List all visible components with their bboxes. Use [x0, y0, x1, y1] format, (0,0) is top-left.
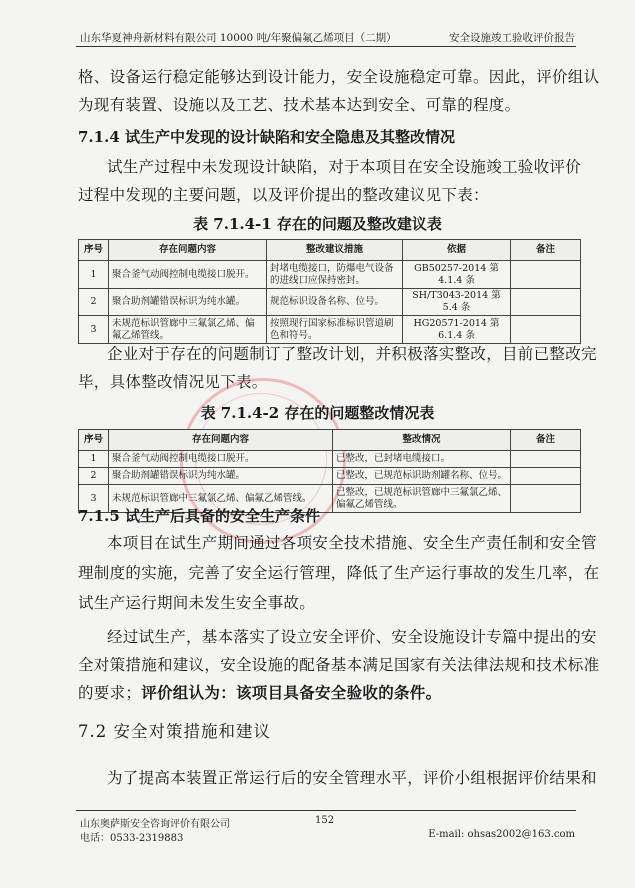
table2-header-cell: 整改情况 [333, 430, 511, 451]
table-cell: 2 [79, 468, 109, 485]
table1-header-cell: 存在问题内容 [109, 240, 267, 261]
table-cell [511, 261, 581, 289]
conclusion-prefix: 的要求； [78, 684, 142, 702]
intro-line-1: 格、设备运行稳定能够达到设计能力，安全设施稳定可靠。因此，评价组认 [78, 68, 600, 86]
section-714-line-1: 试生产过程中未发现设计缺陷，对于本项目在安全设施竣工验收评价 [107, 158, 582, 176]
middle-line-1: 企业对于存在的问题制订了整改计划，并积极落实整改，目前已整改完 [107, 345, 597, 363]
table-cell: 已整改，已规范标识助剂罐名称、位号。 [333, 468, 511, 485]
section-715-heading: 7.1.5 试生产后具备的安全生产条件 [78, 507, 320, 525]
footer-rule [76, 810, 576, 811]
section-714-heading: 7.1.4 试生产中发现的设计缺陷和安全隐患及其整改情况 [78, 128, 455, 146]
footer-email: E-mail: ohsas2002@163.com [428, 829, 575, 840]
table1-header-cell: 备注 [511, 240, 581, 261]
table1-header-cell: 序号 [79, 240, 109, 261]
table-row [79, 468, 581, 485]
header-rule [76, 46, 576, 47]
table-cell: 3 [79, 316, 109, 344]
section-715-p1-line-3: 试生产运行期间未发生安全事故。 [78, 594, 316, 612]
table-cell: SH/T3043-2014 第 5.4 条 [403, 289, 511, 316]
table1-header-cell: 依据 [403, 240, 511, 261]
section-715-p2-line-3 [78, 679, 441, 707]
table2-header-row [79, 430, 581, 451]
table-cell: 封堵电缆接口，防爆电气设备的进线口应保持密封。 [267, 261, 403, 289]
conclusion-bold: 评价组认为：该项目具备安全验收的条件。 [141, 683, 442, 702]
table-row [79, 289, 581, 316]
table-cell: 2 [79, 289, 109, 316]
table1 [78, 239, 581, 344]
footer-phone: 电话：0533-2319883 [80, 833, 184, 844]
table-cell [511, 451, 581, 468]
table-cell: 未规范标识管廊中三氟氯乙烯、偏氟乙烯管线。 [109, 485, 333, 513]
header-left: 山东华夏神舟新材料有限公司 10000 吨/年聚偏氟乙烯项目（二期） [80, 32, 397, 44]
section-72-line-1: 为了提高本装置正常运行后的安全管理水平，评价小组根据评价结果和 [107, 769, 597, 787]
table-cell: 1 [79, 451, 109, 468]
table-cell: 1 [79, 261, 109, 289]
section-715-p2-line-2: 全对策措施和建议，安全设施的配备基本满足国家有关法律法规和技术标准 [78, 656, 600, 674]
table-cell: 聚合釜气动阀控制电缆接口脱开。 [109, 451, 333, 468]
table-cell [511, 468, 581, 485]
section-715-p1-line-1: 本项目在试生产期间通过各项安全技术措施、安全生产责任制和安全管 [107, 534, 597, 552]
table-row [79, 261, 581, 289]
table-cell [511, 485, 581, 513]
table-cell: 规范标识设备名称、位号。 [267, 289, 403, 316]
section-714-line-2: 过程中发现的主要问题，以及评价提出的整改建议见下表： [78, 186, 489, 204]
section-72-heading: 7.2 安全对策措施和建议 [78, 722, 271, 741]
table1-caption: 表 7.1.4-1 存在的问题及整改建议表 [193, 215, 442, 233]
table1-header-row [79, 240, 581, 261]
intro-line-2: 为现有装置、设施以及工艺、技术基本达到安全、可靠的程度。 [78, 96, 521, 114]
table-cell: 按照现行国家标准标识管道刷色和符号。 [267, 316, 403, 344]
table-cell: 已整改，已规范标识管廊中三氟氯乙烯、偏氟乙烯管线。 [333, 485, 511, 513]
table2 [78, 429, 581, 513]
footer-page-number: 152 [315, 815, 335, 826]
section-715-p2-line-1: 经过试生产，基本落实了设立安全评价、安全设施设计专篇中提出的安 [107, 628, 597, 646]
table2-header-cell: 序号 [79, 430, 109, 451]
table2-caption: 表 7.1.4-2 存在的问题整改情况表 [200, 404, 435, 422]
table-cell: 聚合助剂罐错误标识为纯水罐。 [109, 289, 267, 316]
table-cell: HG20571-2014 第 6.1.4 条 [403, 316, 511, 344]
table-cell: 3 [79, 485, 109, 513]
table2-header-cell: 存在问题内容 [109, 430, 333, 451]
table-cell: GB50257-2014 第 4.1.4 条 [403, 261, 511, 289]
section-715-p1-line-2: 理制度的实施，完善了安全运行管理，降低了生产运行事故的发生几率，在 [78, 564, 600, 582]
table-cell: 聚合釜气动阀控制电缆接口脱开。 [109, 261, 267, 289]
table2-header-cell: 备注 [511, 430, 581, 451]
table-row [79, 451, 581, 468]
table-cell: 未规范标识管廊中三氟氯乙烯、偏氟乙烯管线。 [109, 316, 267, 344]
header-right: 安全设施竣工验收评价报告 [449, 32, 575, 44]
footer-company: 山东奥萨斯安全咨询评价有限公司 [80, 819, 230, 830]
table-cell: 已整改，已封堵电缆接口。 [333, 451, 511, 468]
table-cell: 聚合助剂罐错误标识为纯水罐。 [109, 468, 333, 485]
table1-header-cell: 整改建议措施 [267, 240, 403, 261]
table-cell [511, 289, 581, 316]
middle-line-2: 毕，具体整改情况见下表。 [78, 373, 268, 391]
